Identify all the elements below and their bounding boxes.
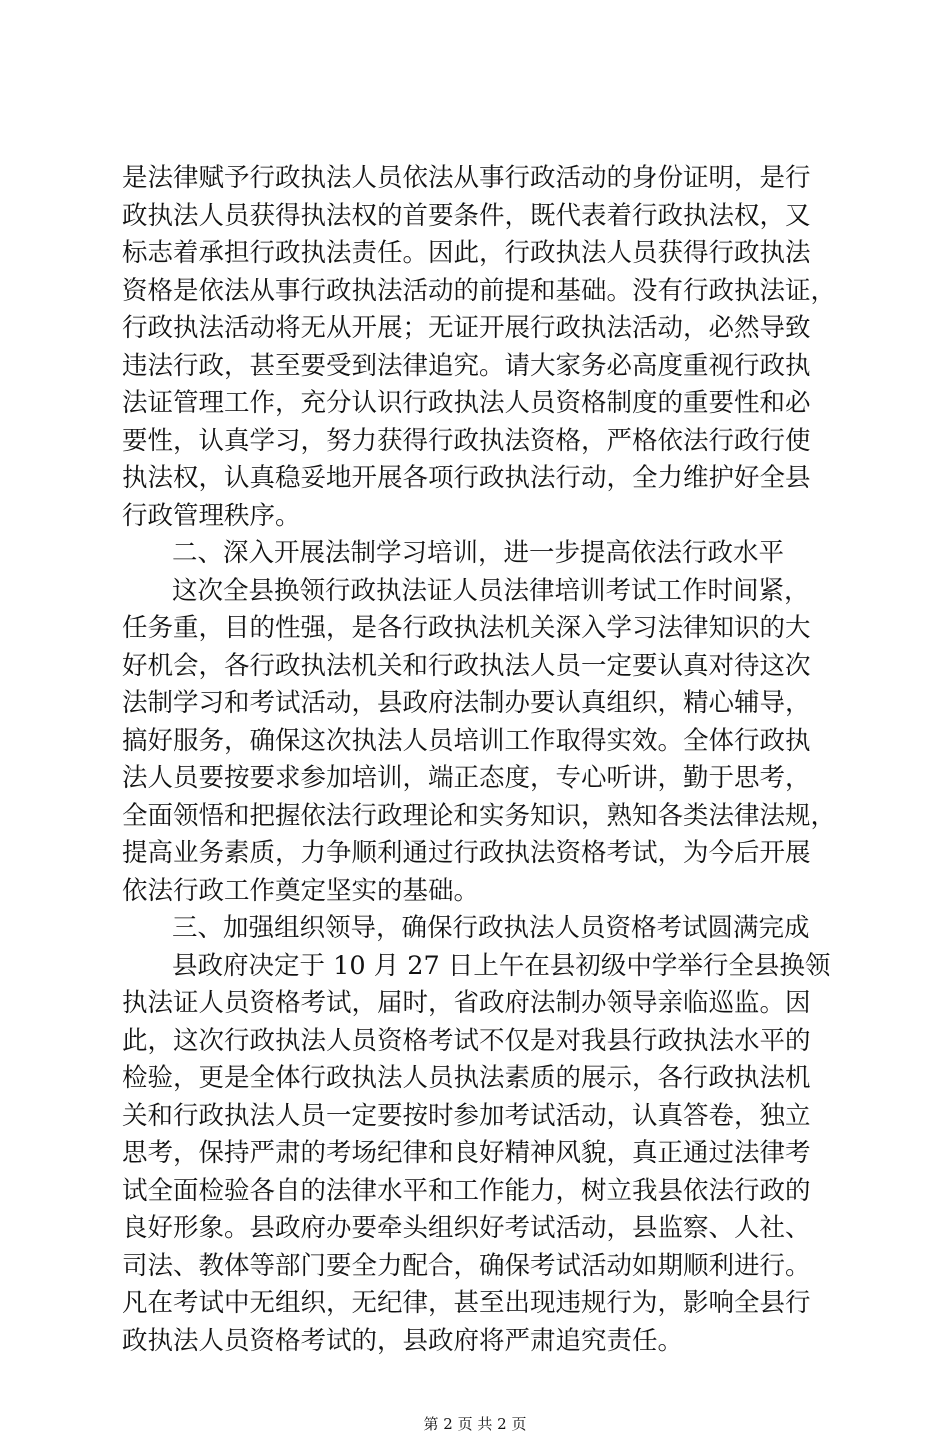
paragraph-line: 标志着承担行政执法责任。因此，行政执法人员获得行政执法 — [122, 238, 811, 268]
paragraph-line: 执法证人员资格考试，届时，省政府法制办领导亲临巡监。因 — [122, 988, 811, 1018]
paragraph-line: 政执法人员获得执法权的首要条件，既代表着行政执法权，又 — [122, 201, 811, 231]
paragraph-line: 法证管理工作，充分认识行政执法人员资格制度的重要性和必 — [122, 388, 811, 418]
paragraph-line: 凡在考试中无组织，无纪律，甚至出现违规行为，影响全县行 — [122, 1288, 811, 1318]
paragraph-line: 检验，更是全体行政执法人员执法素质的展示，各行政执法机 — [122, 1063, 811, 1093]
paragraph-line: 行政管理秩序。 — [122, 501, 301, 531]
paragraph-line: 这次全县换领行政执法证人员法律培训考试工作时间紧， — [172, 576, 810, 606]
paragraph-line: 是法律赋予行政执法人员依法从事行政活动的身份证明，是行 — [122, 163, 811, 193]
paragraph-line: 违法行政，甚至要受到法律追究。请大家务必高度重视行政执 — [122, 351, 811, 381]
section-heading-2: 二、深入开展法制学习培训，进一步提高依法行政水平 — [172, 538, 785, 568]
paragraph-line: 执法权，认真稳妥地开展各项行政执法行动，全力维护好全县 — [122, 463, 811, 493]
paragraph-line: 资格是依法从事行政执法活动的前提和基础。没有行政执法证， — [122, 276, 837, 306]
paragraph-line: 全面领悟和把握依法行政理论和实务知识，熟知各类法律法规， — [122, 801, 837, 831]
paragraph-line: 司法、教体等部门要全力配合，确保考试活动如期顺利进行。 — [122, 1251, 811, 1281]
page-number-footer: 第 2 页 共 2 页 — [423, 1415, 527, 1433]
paragraph-line: 关和行政执法人员一定要按时参加考试活动，认真答卷，独立 — [122, 1101, 811, 1131]
paragraph-line: 思考，保持严肃的考场纪律和良好精神风貌，真正通过法律考 — [122, 1138, 811, 1168]
paragraph-line: 法制学习和考试活动，县政府法制办要认真组织，精心辅导， — [122, 688, 811, 718]
paragraph-line: 县政府决定于 10 月 27 日上午在县初级中学举行全县换领 — [172, 951, 831, 981]
paragraph-line: 政执法人员资格考试的，县政府将严肃追究责任。 — [122, 1326, 684, 1356]
paragraph-line: 依法行政工作奠定坚实的基础。 — [122, 876, 480, 906]
paragraph-line: 要性，认真学习，努力获得行政执法资格，严格依法行政行使 — [122, 426, 811, 456]
paragraph-line: 法人员要按要求参加培训，端正态度，专心听讲，勤于思考， — [122, 763, 811, 793]
paragraph-line: 良好形象。县政府办要牵头组织好考试活动，县监察、人社、 — [122, 1213, 811, 1243]
paragraph-line: 提高业务素质，力争顺利通过行政执法资格考试，为今后开展 — [122, 838, 811, 868]
paragraph-line: 搞好服务，确保这次执法人员培训工作取得实效。全体行政执 — [122, 726, 811, 756]
paragraph-line: 好机会，各行政执法机关和行政执法人员一定要认真对待这次 — [122, 651, 811, 681]
paragraph-line: 任务重，目的性强，是各行政执法机关深入学习法律知识的大 — [122, 613, 811, 643]
paragraph-line: 行政执法活动将无从开展；无证开展行政执法活动，必然导致 — [122, 313, 811, 343]
paragraph-line: 此，这次行政执法人员资格考试不仅是对我县行政执法水平的 — [122, 1026, 811, 1056]
section-heading-3: 三、加强组织领导，确保行政执法人员资格考试圆满完成 — [172, 913, 810, 943]
paragraph-line: 试全面检验各自的法律水平和工作能力，树立我县依法行政的 — [122, 1176, 811, 1206]
